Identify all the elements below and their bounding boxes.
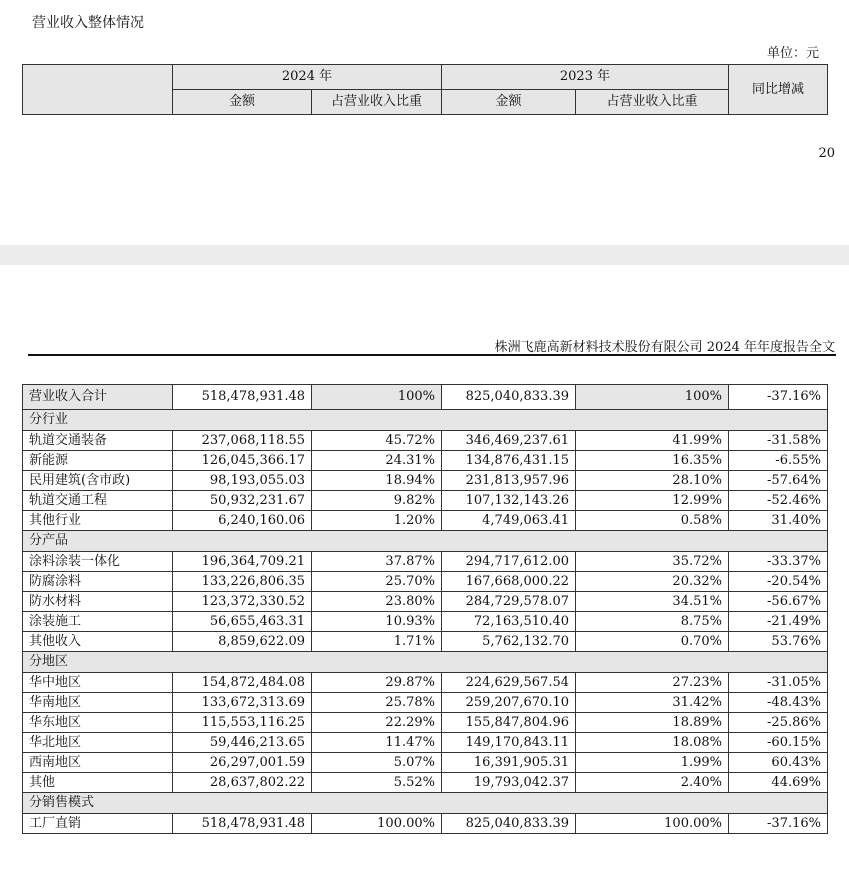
- cell-ratio-2023: 1.99%: [576, 753, 729, 773]
- cell-ratio-2023: 2.40%: [576, 773, 729, 793]
- row-label: 华东地区: [23, 713, 173, 733]
- total-amount-2024: 518,478,931.48: [173, 385, 312, 410]
- section-title: 营业收入整体情况: [32, 15, 144, 31]
- table-row: [23, 773, 828, 793]
- table-row: [23, 431, 828, 451]
- total-ratio-2023: 100%: [576, 385, 729, 410]
- table-row: [23, 451, 828, 471]
- total-ratio-2024: 100%: [312, 385, 442, 410]
- row-label: 华北地区: [23, 733, 173, 753]
- row-label: 防水材料: [23, 592, 173, 612]
- cell-yoy: -56.67%: [729, 592, 828, 612]
- section-title: 分销售模式: [23, 793, 828, 814]
- cell-amount-2024: 126,045,366.17: [173, 451, 312, 471]
- section-row: [23, 531, 828, 552]
- cell-amount-2023: 5,762,132.70: [442, 632, 576, 652]
- cell-amount-2024: 133,672,313.69: [173, 693, 312, 713]
- row-label: 轨道交通装备: [23, 431, 173, 451]
- table-row: [23, 612, 828, 632]
- cell-ratio-2023: 18.08%: [576, 733, 729, 753]
- cell-amount-2023: 134,876,431.15: [442, 451, 576, 471]
- table-row: [23, 733, 828, 753]
- cell-ratio-2023: 34.51%: [576, 592, 729, 612]
- section-title: 分地区: [23, 652, 828, 673]
- cell-amount-2024: 154,872,484.08: [173, 673, 312, 693]
- cell-yoy: -33.37%: [729, 552, 828, 572]
- cell-yoy: 53.76%: [729, 632, 828, 652]
- row-label: 其他: [23, 773, 173, 793]
- cell-ratio-2024: 29.87%: [312, 673, 442, 693]
- cell-ratio-2024: 1.20%: [312, 511, 442, 531]
- cell-amount-2023: 825,040,833.39: [442, 814, 576, 834]
- cell-yoy: 60.43%: [729, 753, 828, 773]
- cell-ratio-2024: 11.47%: [312, 733, 442, 753]
- cell-ratio-2023: 16.35%: [576, 451, 729, 471]
- page-number: 20: [818, 146, 835, 161]
- row-label: 新能源: [23, 451, 173, 471]
- cell-amount-2024: 123,372,330.52: [173, 592, 312, 612]
- cell-amount-2023: 346,469,237.61: [442, 431, 576, 451]
- cell-yoy: -20.54%: [729, 572, 828, 592]
- total-row: [23, 385, 828, 410]
- cell-amount-2023: 107,132,143.26: [442, 491, 576, 511]
- header-blank-cell: [23, 65, 173, 115]
- cell-amount-2024: 518,478,931.48: [173, 814, 312, 834]
- cell-amount-2023: 259,207,670.10: [442, 693, 576, 713]
- cell-amount-2023: 231,813,957.96: [442, 471, 576, 491]
- cell-yoy: -6.55%: [729, 451, 828, 471]
- total-yoy: -37.16%: [729, 385, 828, 410]
- cell-amount-2024: 133,226,806.35: [173, 572, 312, 592]
- row-label: 西南地区: [23, 753, 173, 773]
- header-ratio-2023: 占营业收入比重: [576, 90, 729, 115]
- page-gap: [0, 245, 849, 265]
- cell-amount-2023: 149,170,843.11: [442, 733, 576, 753]
- cell-yoy: -48.43%: [729, 693, 828, 713]
- cell-ratio-2024: 22.29%: [312, 713, 442, 733]
- revenue-table-body: [23, 385, 828, 834]
- cell-ratio-2024: 1.71%: [312, 632, 442, 652]
- header-rule: [28, 354, 836, 356]
- cell-amount-2024: 6,240,160.06: [173, 511, 312, 531]
- row-label: 华中地区: [23, 673, 173, 693]
- cell-ratio-2023: 8.75%: [576, 612, 729, 632]
- row-label: 防腐涂料: [23, 572, 173, 592]
- cell-amount-2024: 56,655,463.31: [173, 612, 312, 632]
- table-row: [23, 814, 828, 834]
- cell-amount-2024: 98,193,055.03: [173, 471, 312, 491]
- table-row: [23, 552, 828, 572]
- cell-amount-2023: 16,391,905.31: [442, 753, 576, 773]
- cell-yoy: -57.64%: [729, 471, 828, 491]
- cell-ratio-2023: 35.72%: [576, 552, 729, 572]
- cell-ratio-2024: 45.72%: [312, 431, 442, 451]
- cell-ratio-2024: 37.87%: [312, 552, 442, 572]
- cell-ratio-2023: 41.99%: [576, 431, 729, 451]
- section-title: 分产品: [23, 531, 828, 552]
- table-row: [23, 491, 828, 511]
- cell-ratio-2024: 25.70%: [312, 572, 442, 592]
- cell-ratio-2024: 23.80%: [312, 592, 442, 612]
- total-amount-2023: 825,040,833.39: [442, 385, 576, 410]
- cell-ratio-2023: 12.99%: [576, 491, 729, 511]
- cell-amount-2023: 167,668,000.22: [442, 572, 576, 592]
- cell-yoy: 31.40%: [729, 511, 828, 531]
- cell-amount-2023: 284,729,578.07: [442, 592, 576, 612]
- row-label: 华南地区: [23, 693, 173, 713]
- cell-ratio-2024: 24.31%: [312, 451, 442, 471]
- cell-amount-2023: 4,749,063.41: [442, 511, 576, 531]
- cell-amount-2024: 59,446,213.65: [173, 733, 312, 753]
- row-label: 其他行业: [23, 511, 173, 531]
- cell-yoy: 44.69%: [729, 773, 828, 793]
- cell-ratio-2023: 100.00%: [576, 814, 729, 834]
- cell-amount-2024: 50,932,231.67: [173, 491, 312, 511]
- cell-yoy: -25.86%: [729, 713, 828, 733]
- cell-ratio-2023: 31.42%: [576, 693, 729, 713]
- cell-amount-2023: 155,847,804.96: [442, 713, 576, 733]
- cell-ratio-2024: 18.94%: [312, 471, 442, 491]
- cell-ratio-2024: 25.78%: [312, 693, 442, 713]
- row-label: 工厂直销: [23, 814, 173, 834]
- table-row: [23, 693, 828, 713]
- section-row: [23, 652, 828, 673]
- header-amount-2023: 金额: [442, 90, 576, 115]
- table-row: [23, 673, 828, 693]
- total-label: 营业收入合计: [23, 385, 173, 410]
- cell-ratio-2023: 20.32%: [576, 572, 729, 592]
- cell-yoy: -31.58%: [729, 431, 828, 451]
- cell-ratio-2024: 10.93%: [312, 612, 442, 632]
- table-row: [23, 713, 828, 733]
- cell-ratio-2023: 0.58%: [576, 511, 729, 531]
- cell-amount-2024: 237,068,118.55: [173, 431, 312, 451]
- header-yoy: 同比增减: [729, 65, 828, 115]
- cell-yoy: -60.15%: [729, 733, 828, 753]
- cell-amount-2023: 19,793,042.37: [442, 773, 576, 793]
- cell-ratio-2024: 5.52%: [312, 773, 442, 793]
- cell-amount-2024: 8,859,622.09: [173, 632, 312, 652]
- cell-ratio-2023: 18.89%: [576, 713, 729, 733]
- revenue-table: [22, 384, 828, 834]
- row-label: 民用建筑(含市政): [23, 471, 173, 491]
- cell-ratio-2024: 9.82%: [312, 491, 442, 511]
- section-row: [23, 793, 828, 814]
- cell-amount-2023: 294,717,612.00: [442, 552, 576, 572]
- table-row: [23, 471, 828, 491]
- cell-ratio-2023: 27.23%: [576, 673, 729, 693]
- cell-amount-2024: 26,297,001.59: [173, 753, 312, 773]
- header-ratio-2024: 占营业收入比重: [312, 90, 442, 115]
- cell-amount-2024: 28,637,802.22: [173, 773, 312, 793]
- row-label: 轨道交通工程: [23, 491, 173, 511]
- cell-amount-2024: 196,364,709.21: [173, 552, 312, 572]
- table-row: [23, 592, 828, 612]
- row-label: 涂料涂装一体化: [23, 552, 173, 572]
- cell-yoy: -37.16%: [729, 814, 828, 834]
- cell-yoy: -31.05%: [729, 673, 828, 693]
- header-amount-2024: 金额: [173, 90, 312, 115]
- section-row: [23, 410, 828, 431]
- section-title: 分行业: [23, 410, 828, 431]
- cell-amount-2024: 115,553,116.25: [173, 713, 312, 733]
- cell-ratio-2023: 28.10%: [576, 471, 729, 491]
- table-row: [23, 572, 828, 592]
- cell-amount-2023: 224,629,567.54: [442, 673, 576, 693]
- table-row: [23, 632, 828, 652]
- running-header: 株洲飞鹿高新材料技术股份有限公司 2024 年年度报告全文: [494, 340, 835, 355]
- cell-amount-2023: 72,163,510.40: [442, 612, 576, 632]
- cell-yoy: -52.46%: [729, 491, 828, 511]
- unit-label: 单位：元: [766, 46, 819, 61]
- row-label: 涂装施工: [23, 612, 173, 632]
- table-row: [23, 753, 828, 773]
- header-year-2024: 2024 年: [173, 65, 442, 90]
- cell-ratio-2024: 100.00%: [312, 814, 442, 834]
- table-row: [23, 511, 828, 531]
- cell-yoy: -21.49%: [729, 612, 828, 632]
- cell-ratio-2024: 5.07%: [312, 753, 442, 773]
- header-table: [22, 64, 828, 115]
- header-year-2023: 2023 年: [442, 65, 729, 90]
- cell-ratio-2023: 0.70%: [576, 632, 729, 652]
- row-label: 其他收入: [23, 632, 173, 652]
